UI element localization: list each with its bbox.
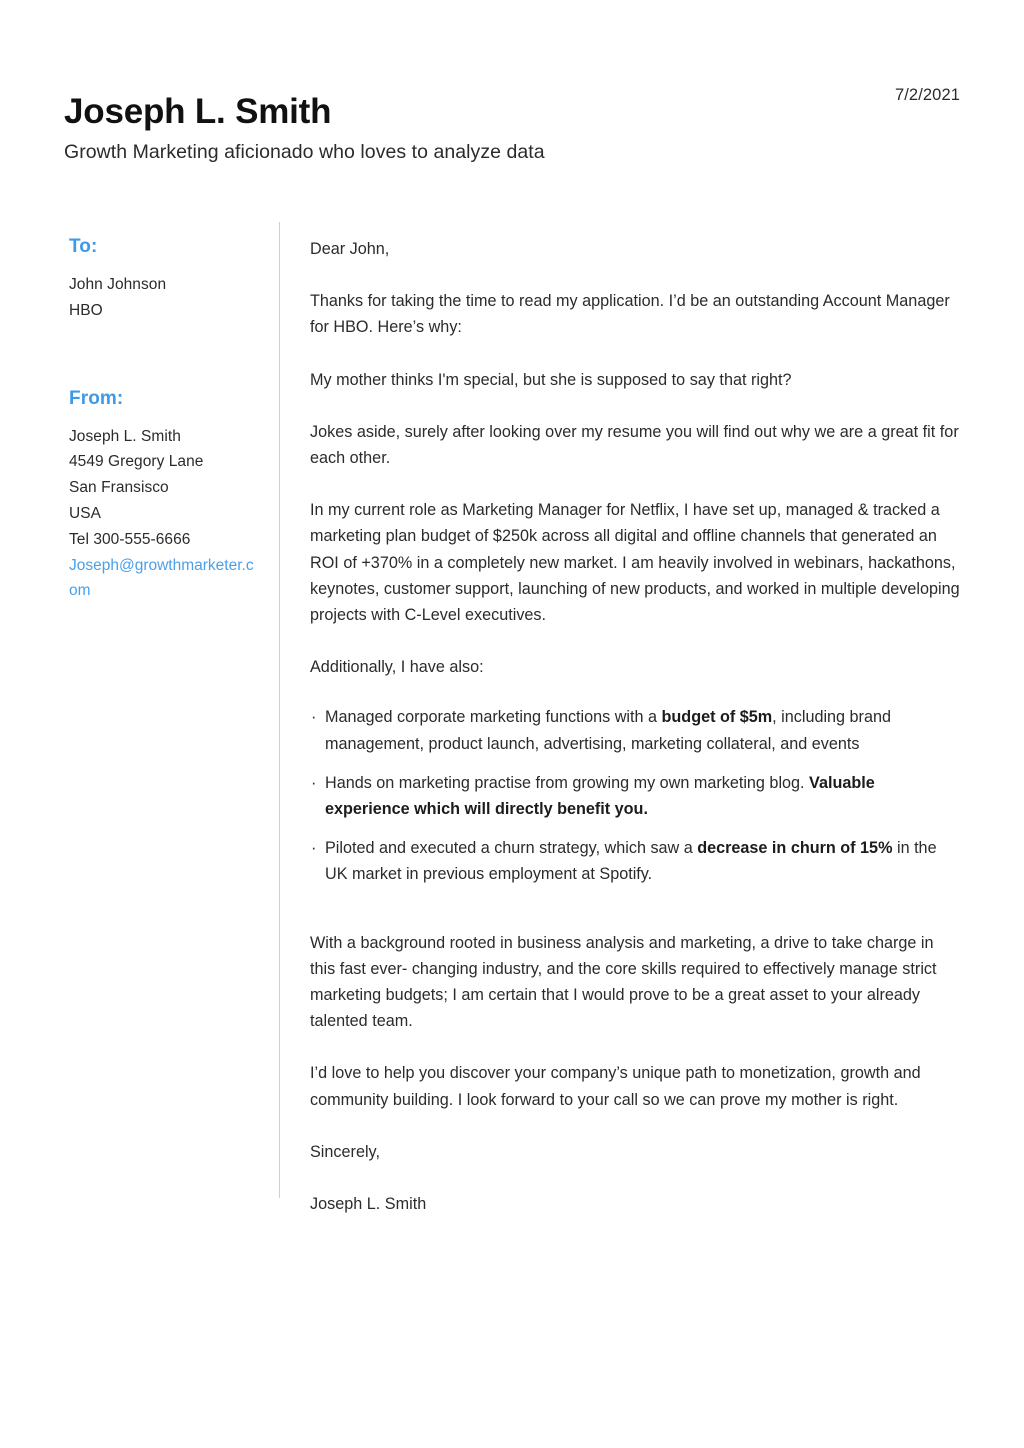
paragraph-thanks: Thanks for taking the time to read my application. I’d be an outstanding Account Manager for HBO. Here’s why: <box>310 292 950 337</box>
list-item-text-after: , including brand management, product launch, advertising, marketing collateral, and events <box>325 708 891 753</box>
paragraph-current-role: In my current role as Marketing Manager for Netflix, I have set up, managed & tracked a marketing plan budget of $250k across all digital and offline channels that generated an ROI of +370% in a completely new market. I am heavily involved in webinars, hackathons, keynotes, customer support, launching of new products, and worked in multiple developing projects with C-Level executives. <box>310 501 960 625</box>
letter-header <box>64 80 960 164</box>
from-sender-name: Joseph L. Smith <box>69 427 181 445</box>
list-item-text-before: Managed corporate marketing functions with a <box>325 708 662 727</box>
signature-name: Joseph L. Smith <box>310 1195 427 1214</box>
sidebar-spacer <box>69 324 264 388</box>
paragraph-additionally: Additionally, I have also: <box>310 658 484 677</box>
list-item-highlight: Valuable experience which will directly benefit you. <box>325 773 875 819</box>
paragraph-background: With a background rooted in business analysis and marketing, a drive to take charge in this fast ever- changing industry, and the core skills required to effectively manage strict marketing budgets; I am certain that I would prove to be a great asset to your already talented team. <box>310 933 937 1031</box>
page-title: Joseph L. Smith <box>64 92 332 131</box>
to-address-block <box>69 272 264 324</box>
letter-body <box>310 236 962 1243</box>
from-phone: Tel 300-555-6666 <box>69 530 191 548</box>
achievements-list <box>310 704 962 887</box>
address-sidebar <box>69 236 264 604</box>
to-heading: To: <box>69 236 98 257</box>
from-country: USA <box>69 504 102 522</box>
list-item-highlight: decrease in churn of 15% <box>697 839 893 858</box>
from-street: 4549 Gregory Lane <box>69 453 204 471</box>
letter-date: 7/2/2021 <box>894 86 960 104</box>
bullet-icon: · <box>311 773 317 792</box>
paragraph-closing-pitch: I’d love to help you discover your company’s unique path to monetization, growth and community building. I look forward to your call so we can prove my mother is right. <box>310 1064 921 1109</box>
closing-salutation: Sincerely, <box>310 1142 380 1161</box>
paragraph-mother-joke: My mother thinks I'm special, but she is supposed to say that right? <box>310 370 792 389</box>
list-bottom-spacer <box>310 912 962 930</box>
bullet-icon: · <box>311 839 317 858</box>
list-item <box>310 704 962 756</box>
from-heading: From: <box>69 387 124 409</box>
list-item-highlight: budget of $5m <box>661 708 773 727</box>
bullet-icon: · <box>311 708 317 727</box>
list-item-text-after: in the UK market in previous employment at Spotify. <box>325 839 937 884</box>
paragraph-jokes-aside: Jokes aside, surely after looking over my resume you will find out why we are a great fit for each other. <box>310 422 959 468</box>
list-item-text-before: Piloted and executed a churn strategy, which saw a <box>325 839 698 858</box>
page-subtitle: Growth Marketing aficionado who loves to analyze data <box>64 140 545 163</box>
from-address-block <box>69 424 264 605</box>
column-divider <box>279 222 280 1198</box>
list-item <box>310 770 962 822</box>
to-recipient-company: HBO <box>69 301 103 319</box>
to-recipient-name: John Johnson <box>69 276 167 293</box>
from-email-link[interactable]: Joseph@growthmarketer.com <box>69 556 254 600</box>
list-item <box>310 835 962 887</box>
list-item-text-before: Hands on marketing practise from growing my own marketing blog. <box>325 773 810 792</box>
from-city: San Fransisco <box>69 479 169 497</box>
salutation: Dear John, <box>310 240 390 258</box>
